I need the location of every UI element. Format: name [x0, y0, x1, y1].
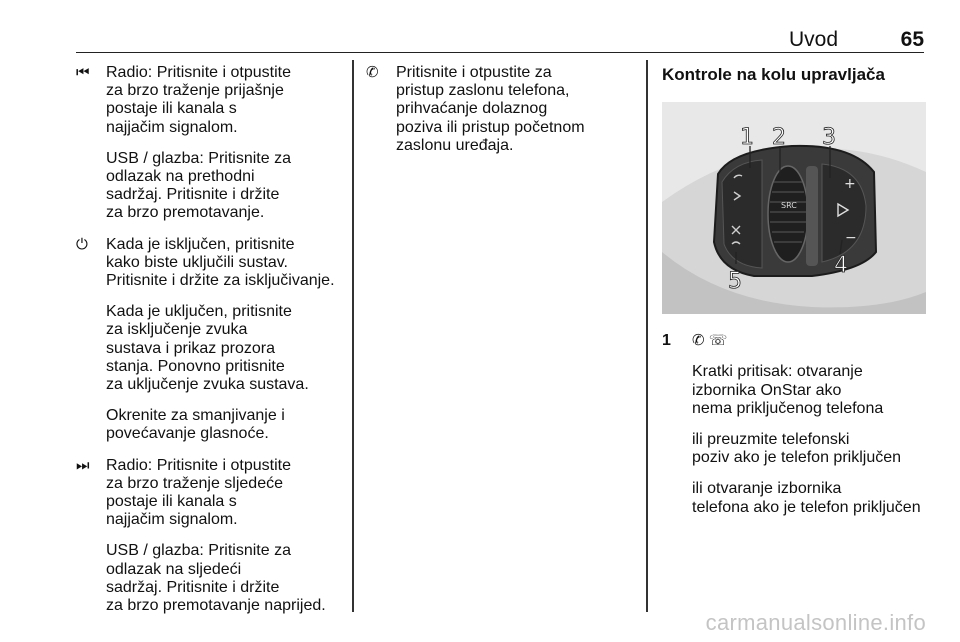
control-1-text-3: ili otvaranje izbornika telefona ako je telefon priključen	[692, 480, 921, 516]
figure-src-label: SRC	[781, 201, 797, 211]
figure-label-4: 4	[834, 253, 848, 279]
page-number: 65	[900, 28, 924, 51]
power-main-text: Kada je isključen, pritisnite kako biste uključili sustav. Pritisnite i držite za isključivanje.	[106, 235, 335, 290]
phone-item	[366, 64, 636, 155]
phone-icon: ✆	[366, 64, 379, 81]
power-on-text: Kada je uključen, pritisnite za isključenje zvuka sustava i prikaz prozora stanja. Ponovno pritisnite za uključenje zvuka sustava.	[106, 303, 309, 394]
steering-wheel-controls-illustration	[662, 102, 926, 314]
prev-item	[76, 64, 346, 137]
power-item	[76, 236, 346, 291]
control-item-1	[662, 332, 930, 350]
next-main-text: Radio: Pritisnite i otpustite za brzo traženje sljedeće postaje ili kanala s najjačim signalom.	[106, 456, 291, 529]
power-volume-text: Okrenite za smanjivanje i povećavanje glasnoće.	[106, 407, 285, 443]
column-3	[662, 64, 930, 530]
watermark: carmanualsonline.info	[705, 610, 926, 635]
column-1	[76, 64, 346, 628]
power-icon: ⏻	[76, 235, 88, 253]
next-item	[76, 457, 346, 530]
page-header	[76, 28, 924, 53]
column-divider-1	[352, 60, 354, 612]
figure-label-3: 3	[822, 125, 836, 151]
control-number: 1	[662, 332, 671, 350]
column-2	[366, 64, 636, 168]
phone-icons: ✆ ☏	[692, 332, 728, 350]
phone-main-text: Pritisnite i otpustite za pristup zaslonu telefona, prihvaćanje dolaznog poziva ili pristup početnom zaslonu uređaja.	[396, 64, 585, 154]
prev-main-text: Radio: Pritisnite i otpustite za brzo traženje prijašnje postaje ili kanala s najjačim signalom.	[106, 64, 291, 136]
column-divider-2	[646, 60, 648, 612]
prev-usb-text: USB / glazba: Pritisnite za odlazak na prethodni sadržaj. Pritisnite i držite za brzo premotavanje.	[106, 149, 291, 222]
chapter-title: Uvod	[788, 28, 838, 51]
control-1-text-2: ili preuzmite telefonski poziv ako je telefon priključen	[692, 431, 902, 467]
figure-label-2: 2	[772, 125, 786, 151]
section-title: Kontrole na kolu upravljača	[662, 65, 885, 84]
skip-forward-icon: ⏭	[76, 456, 90, 474]
figure-plus-label: +	[844, 176, 856, 193]
figure-label-5: 5	[728, 269, 742, 295]
figure-label-1: 1	[740, 125, 754, 151]
control-1-text-1: Kratki pritisak: otvaranje izbornika OnStar ako nema priključenog telefona	[692, 363, 884, 417]
skip-back-icon: ⏮	[76, 64, 90, 81]
next-usb-text: USB / glazba: Pritisnite za odlazak na sljedeći sadržaj. Pritisnite i držite za brzo premotavanje naprijed.	[106, 542, 326, 615]
figure-minus-label: −	[845, 230, 857, 247]
